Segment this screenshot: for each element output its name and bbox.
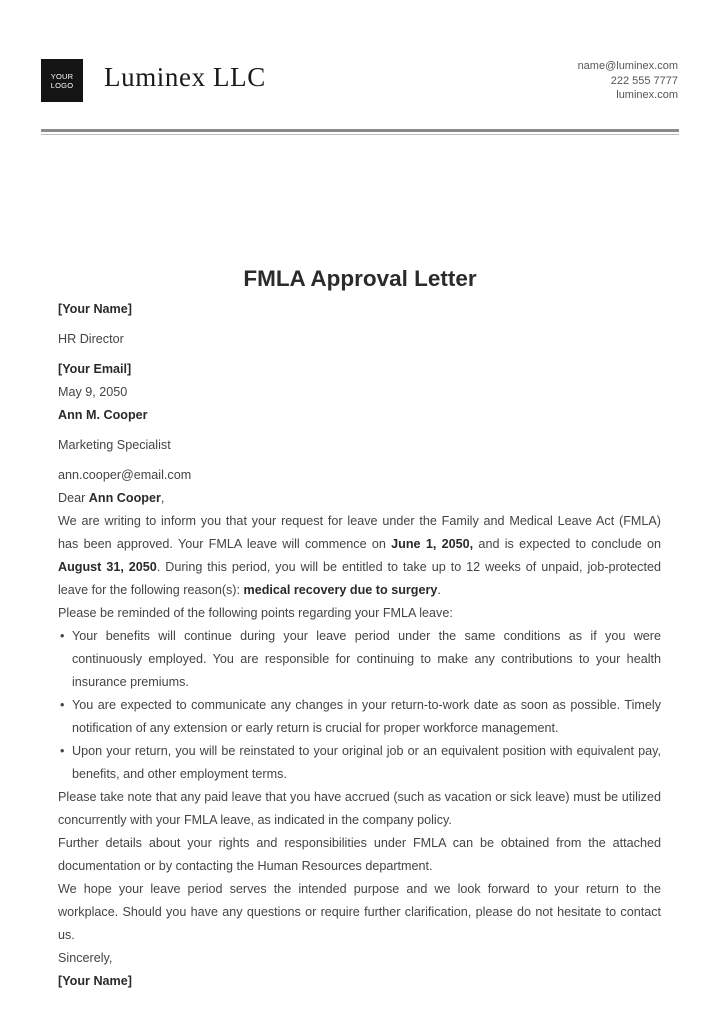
list-item-text: You are expected to communicate any changes in your return-to-work date as soon as possible. Timely notification of any extension or early return is crucial for proper workforce management. [72, 698, 661, 735]
company-name: Luminex LLC [104, 62, 266, 92]
company-logo [41, 59, 83, 102]
greeting [58, 487, 661, 510]
intro-part-2: and is expected to conclude on [473, 537, 661, 551]
leave-end-date: August 31, 2050 [58, 560, 157, 574]
reminder-list [58, 625, 661, 786]
intro-paragraph [58, 510, 661, 602]
reminder-heading: Please be reminded of the following points regarding your FMLA leave: [58, 606, 453, 620]
letter-body [58, 298, 661, 993]
intro-part-3: . During this period, you will be entitled to take up to 12 weeks of unpaid, job-protected leave for the following reason(s): [58, 560, 661, 597]
list-item [58, 625, 661, 694]
greeting-suffix: , [160, 491, 165, 505]
letter-date: May 9, 2050 [58, 385, 128, 399]
logo-line-1: YOUR [50, 71, 74, 81]
leave-reason: medical recovery due to surgery [243, 583, 438, 597]
company-contact [578, 59, 678, 103]
recipient-email: ann.cooper@email.com [58, 468, 192, 482]
contact-phone: 222 555 7777 [610, 74, 678, 87]
leave-start-date: June 1, 2050, [391, 537, 474, 551]
bullet-icon: • [60, 629, 65, 643]
sign-off: Sincerely, [58, 951, 113, 965]
sender-name: [Your Name] [58, 302, 132, 316]
list-item [58, 740, 661, 786]
sender-role: HR Director [58, 332, 124, 346]
sender-email: [Your Email] [58, 362, 132, 376]
signature-name: [Your Name] [58, 974, 132, 988]
recipient-name: Ann M. Cooper [58, 408, 148, 422]
recipient-role: Marketing Specialist [58, 438, 171, 452]
greeting-name: Ann Cooper [88, 491, 161, 505]
greeting-prefix: Dear [58, 491, 89, 505]
list-item-text: Upon your return, you will be reinstated to your original job or an equivalent position with equivalent pay, benefits, and other employment terms. [72, 744, 661, 781]
intro-part-4: . [437, 583, 441, 597]
list-item-text: Your benefits will continue during your leave period under the same conditions as if you were continuously employed. You are responsible for continuing to make any contributions to your health insurance premiums. [72, 629, 661, 689]
bullet-icon: • [60, 744, 65, 758]
rights-paragraph: Further details about your rights and responsibilities under FMLA can be obtained from the attached documentation or by contacting the Human Resources department. [58, 836, 661, 873]
bullet-icon: • [60, 698, 65, 712]
contact-website: luminex.com [616, 89, 678, 101]
list-item [58, 694, 661, 740]
header-divider-thin [41, 134, 679, 135]
paid-leave-paragraph: Please take note that any paid leave that you have accrued (such as vacation or sick leave) must be utilized concurrently with your FMLA leave, as indicated in the company policy. [58, 790, 661, 827]
contact-email: name@luminex.com [577, 60, 678, 72]
letter-title: FMLA Approval Letter [243, 266, 477, 291]
header-divider [41, 129, 679, 132]
intro-part-1: We are writing to inform you that your request for leave under the Family and Medical Leave Act (FMLA) has been approved. Your FMLA leave will commence on [58, 514, 661, 551]
logo-line-2: LOGO [50, 80, 74, 90]
closing-paragraph: We hope your leave period serves the intended purpose and we look forward to your return to the workplace. Should you have any questions or require further clarification, please do not hesitate to contact us. [58, 882, 661, 942]
